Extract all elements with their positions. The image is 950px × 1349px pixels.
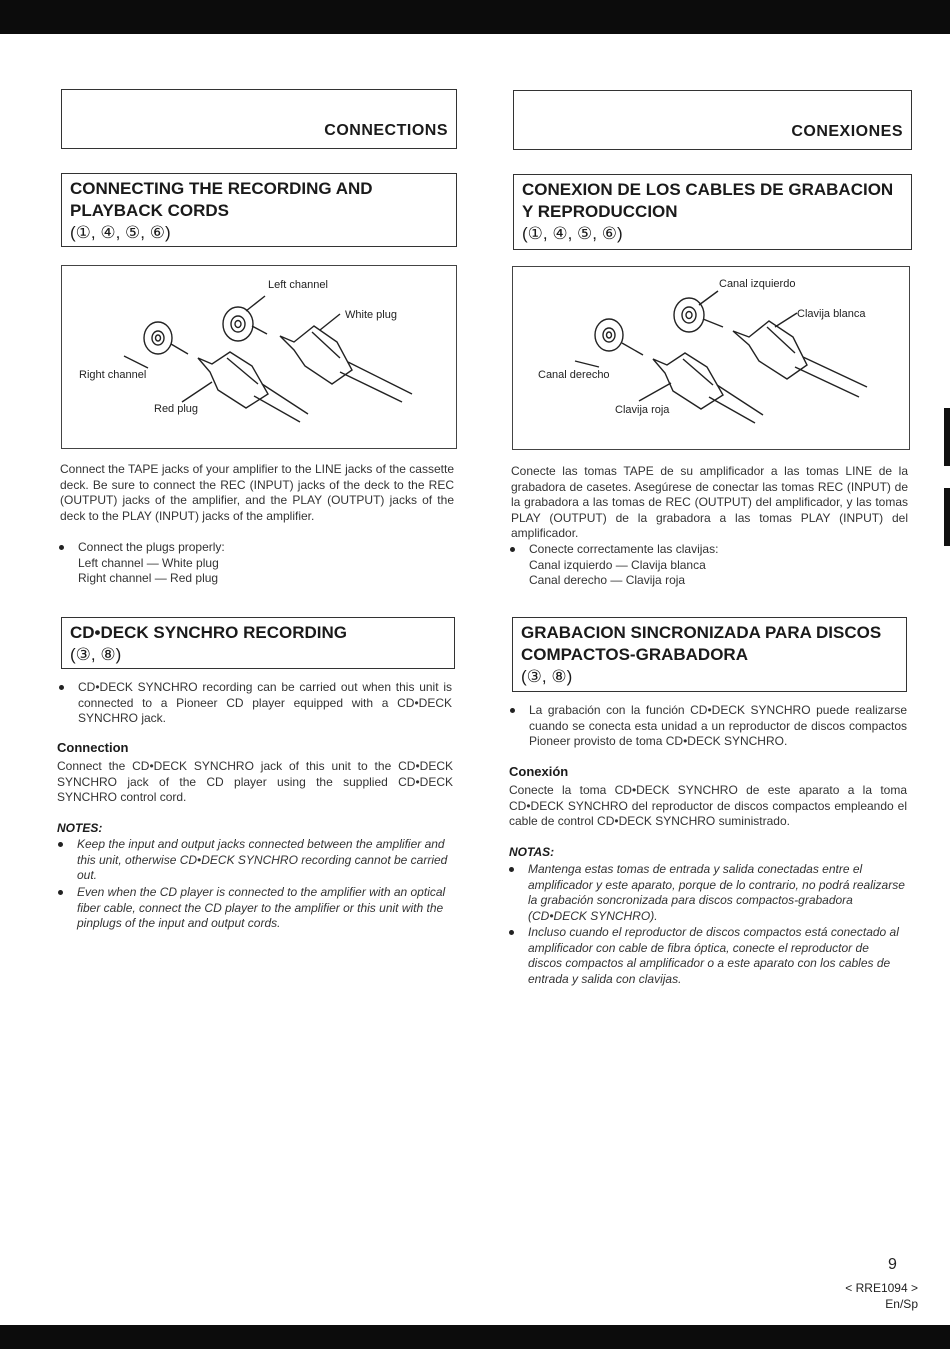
white-plug-label: White plug: [345, 309, 397, 321]
figure-references: (③, ⑧): [521, 667, 573, 686]
left-channel-label: Left channel: [268, 279, 328, 291]
bullet-subline: Canal izquierdo — Clavija blanca: [529, 557, 706, 572]
figure-references: (①, ④, ⑤, ⑥): [70, 223, 171, 242]
section-title-box: [512, 617, 907, 692]
bullet-item: [78, 540, 454, 587]
left-channel-label: Canal izquierdo: [719, 278, 796, 290]
section-title: CONNECTING THE RECORDING AND PLAYBACK CORDS: [70, 179, 373, 220]
bullet-text: CD•DECK SYNCHRO recording can be carried out when this unit is connected to a Pioneer CD player equipped with a CD•DECK SYNCHRO jack.: [78, 680, 452, 725]
bullet-text: Connect the plugs properly:: [78, 540, 225, 554]
note-item: [528, 925, 906, 987]
edge-tab-mark: [944, 488, 950, 546]
bullet-dot: [510, 547, 515, 552]
section-title-box: [513, 174, 912, 250]
note-text: Incluso cuando el reproductor de discos compactos está conectado al amplificador con cable de fibra óptica, conecte el reproductor de discos compactos al amplificador o a este aparato con los cables de entrada y salida con clavijas.: [528, 925, 899, 986]
body-paragraph: Conecte las tomas TAPE de su amplificador a las tomas LINE de la grabadora de casetes. Asegúrese de conectar las tomas REC (INPUT) de la grabadora a las tomas de REC (OUTPUT) del amplificador, y las tomas PLAY (OUTPUT) de la grabadora a las tomas PLAY (INPUT) del amplificador.: [511, 464, 908, 540]
red-plug-label: Clavija roja: [615, 404, 670, 416]
section-header-title: CONNECTIONS: [324, 122, 448, 139]
connections-header-box: [61, 89, 457, 149]
red-plug-label: Red plug: [154, 403, 199, 415]
bullet-text: Conecte correctamente las clavijas:: [529, 542, 719, 556]
bullet-dot: [509, 867, 514, 872]
subsection-heading: Connection: [57, 740, 129, 755]
cord-diagram: [61, 265, 457, 449]
figure-references: (①, ④, ⑤, ⑥): [522, 224, 623, 243]
bottom-black-band: [0, 1325, 950, 1349]
section-title-box: [61, 617, 455, 669]
right-channel-label: Canal derecho: [538, 369, 610, 381]
language-code: En/Sp: [885, 1297, 918, 1311]
figure-references: (③, ⑧): [70, 645, 122, 664]
bullet-subline: Left channel — White plug: [78, 555, 219, 570]
bullet-item: [78, 680, 452, 727]
model-code: < RRE1094 >: [845, 1281, 918, 1295]
bullet-dot: [509, 930, 514, 935]
bullet-dot: [510, 708, 515, 713]
cord-diagram: [512, 266, 910, 450]
conexiones-header-box: [513, 90, 912, 150]
note-text: Mantenga estas tomas de entrada y salida conectadas entre el amplificador y este aparato, porque de lo contrario, no podrá realizarse la grabación soncronizada para discos compactos-grabadora (CD•DECK SYNCHRO).: [528, 862, 905, 923]
document-code: [845, 1280, 918, 1312]
bullet-item: [529, 542, 907, 589]
subsection-heading: Conexión: [509, 764, 569, 779]
body-paragraph: Connect the TAPE jacks of your amplifier to the LINE jacks of the cassette deck. Be sure to connect the REC (INPUT) jacks of the deck to the REC (OUTPUT) jacks of the amplifier, and the PLAY (OUTPUT) jacks of the deck to the PLAY (INPUT) jacks of the amplifier.: [60, 462, 454, 523]
section-title: CONEXION DE LOS CABLES DE GRABACION Y REPRODUCCION: [522, 180, 894, 221]
note-text: Keep the input and output jacks connected between the amplifier and this unit, otherwise CD•DECK SYNCHRO recording cannot be carried out.: [77, 837, 448, 882]
section-title-box: [61, 173, 457, 247]
plug-illustration: [513, 267, 911, 451]
bullet-subline: Right channel — Red plug: [78, 571, 219, 585]
top-black-band: [0, 0, 950, 34]
note-text: Even when the CD player is connected to the amplifier with an optical fiber cable, connect the CD player to the amplifier or this unit with the pinplugs of the input and output cords.: [77, 885, 446, 930]
bullet-subline: Canal derecho — Clavija roja: [529, 573, 686, 587]
bullet-dot: [59, 545, 64, 550]
connection-paragraph: Conecte la toma CD•DECK SYNCHRO de este aparato a la toma CD•DECK SYNCHRO del reproductor de discos compactos empleando el cable de control CD•DECK SYNCHRO suministrado.: [509, 783, 907, 828]
notes-heading: NOTES:: [57, 821, 103, 835]
edge-tab-mark: [944, 408, 950, 466]
note-item: [77, 885, 453, 932]
note-item: [77, 837, 453, 884]
note-item: [528, 862, 906, 924]
bullet-dot: [59, 685, 64, 690]
bullet-dot: [58, 842, 63, 847]
white-plug-label: Clavija blanca: [797, 308, 866, 320]
section-title: GRABACION SINCRONIZADA PARA DISCOS COMPACTOS-GRABADORA: [521, 623, 882, 664]
bullet-dot: [58, 890, 63, 895]
section-title: CD•DECK SYNCHRO RECORDING: [70, 623, 348, 642]
bullet-text: La grabación con la función CD•DECK SYNCHRO puede realizarse cuando se conecta esta unidad a un reproductor de discos compactos Pioneer provisto de toma CD•DECK SYNCHRO.: [529, 703, 907, 748]
connection-paragraph: Connect the CD•DECK SYNCHRO jack of this unit to the CD•DECK SYNCHRO jack of the CD player using the supplied CD•DECK SYNCHRO control cord.: [57, 759, 453, 804]
section-header-title: CONEXIONES: [791, 123, 903, 140]
notes-heading: NOTAS:: [509, 845, 555, 859]
bullet-item: [529, 703, 907, 750]
page-number: 9: [888, 1256, 897, 1273]
right-channel-label: Right channel: [79, 369, 147, 381]
plug-illustration: [62, 266, 458, 450]
